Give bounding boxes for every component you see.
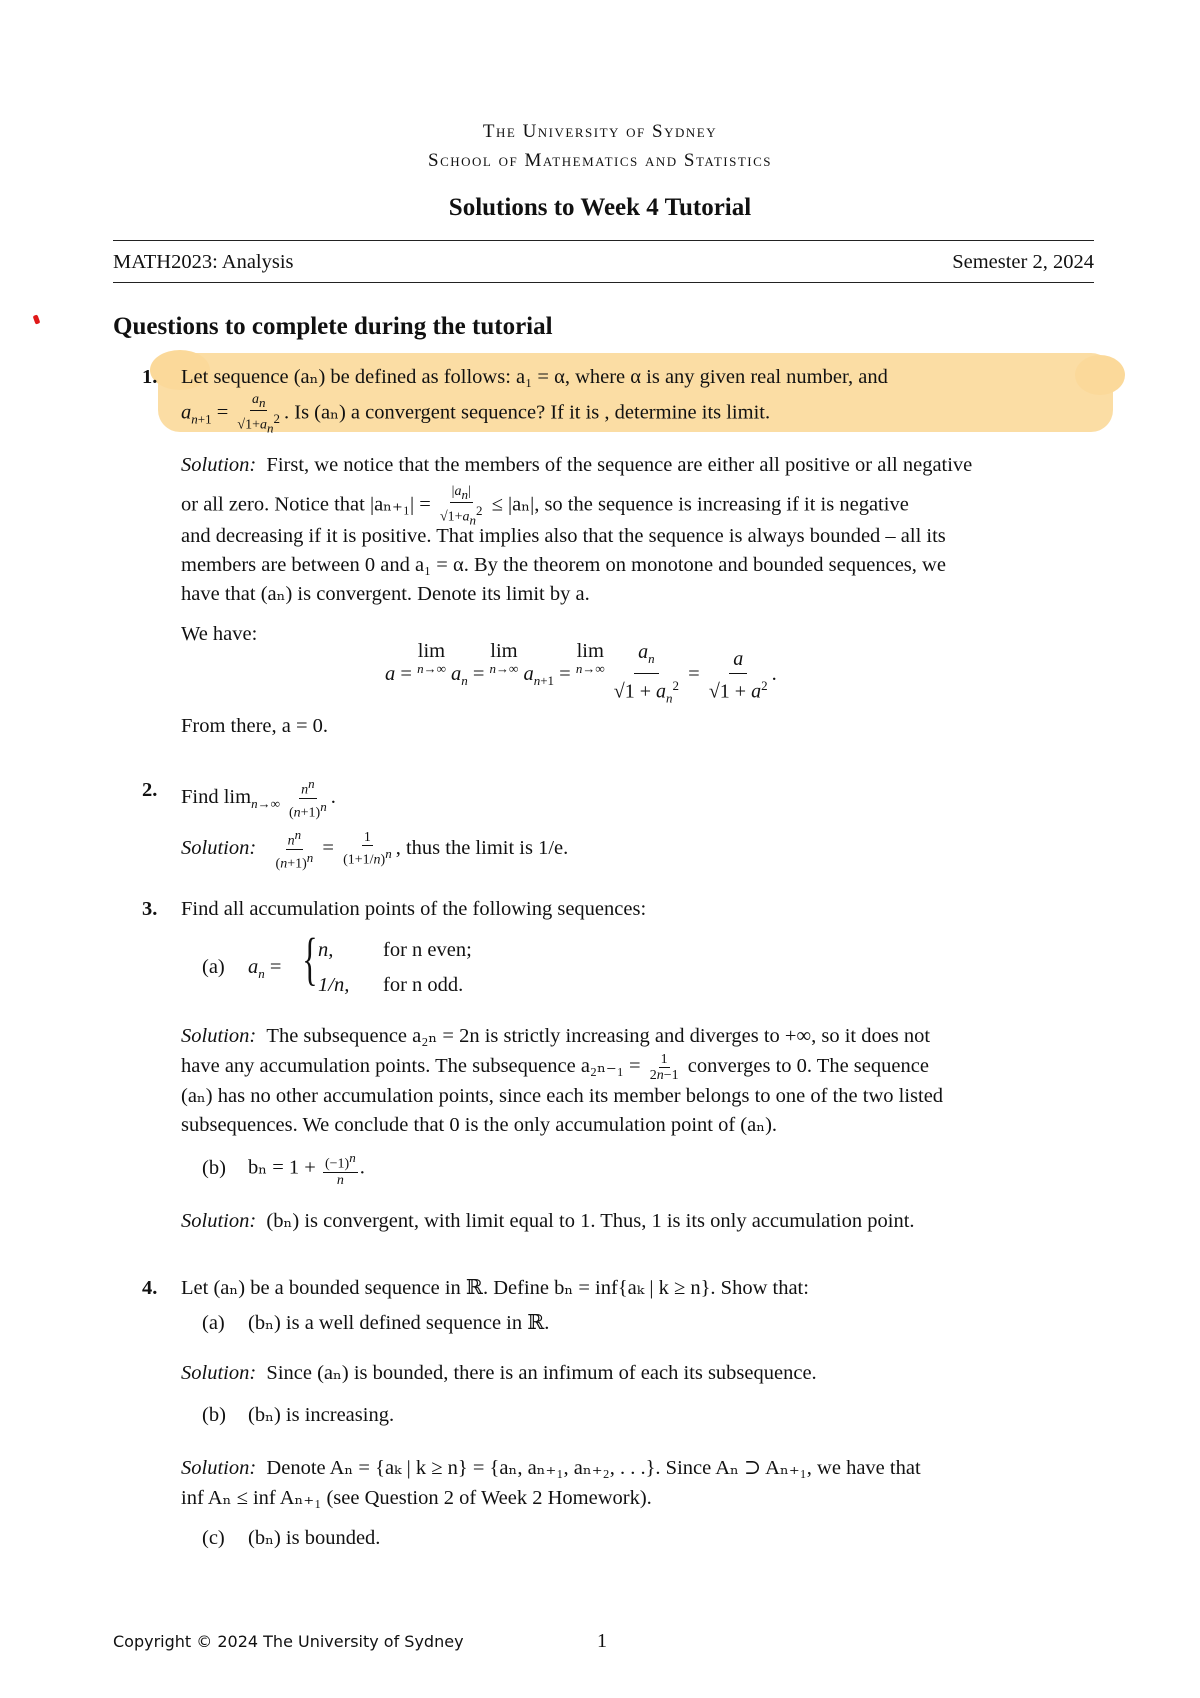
solution-line: Solution: Since (aₙ) is bounded, there is an infimum of each its subsequence.	[181, 1362, 817, 1384]
solution-line: Solution: (bₙ) is convergent, with limit equal to 1. Thus, 1 is its only accumulation point.	[181, 1210, 915, 1232]
case-value: n,	[318, 939, 334, 961]
case-condition: for n even;	[383, 939, 472, 961]
solution-label: Solution:	[181, 1457, 257, 1479]
part-label: (a)	[202, 1312, 225, 1334]
part-text: (bₙ) is increasing.	[248, 1404, 395, 1426]
part-text: bₙ = 1 + $\frac{(-1)^n}{n}$ .	[248, 1150, 365, 1188]
page-number: 1	[597, 1630, 607, 1652]
solution-label: Solution:	[181, 454, 257, 476]
annotation-mark	[33, 314, 41, 324]
section-title: Questions to complete during the tutorial	[113, 313, 553, 340]
solution-line: inf Aₙ ≤ inf Aₙ₊₁ (see Question 2 of Week 2 Homework).	[181, 1487, 652, 1509]
question-number: 4.	[142, 1277, 158, 1299]
solution-line: (aₙ) has no other accumulation points, since each its member belongs to one of the two listed	[181, 1085, 944, 1107]
solution-line: subsequences. We conclude that 0 is the only accumulation point of (aₙ).	[181, 1114, 778, 1136]
question-number: 2.	[142, 779, 158, 801]
question-text: Let sequence (aₙ) be defined as follows: a₁ = α, where α is any given real number, and	[181, 366, 888, 388]
course-code: MATH2023: Analysis	[113, 251, 294, 273]
solution-line: Solution: Denote Aₙ = {aₖ | k ≥ n} = {aₙ, aₙ₊₁, aₙ₊₂, . . .}. Since Aₙ ⊃ Aₙ₊₁, we have that	[181, 1457, 921, 1479]
case-condition: for n odd.	[383, 974, 464, 996]
solution-label: Solution:	[181, 1362, 257, 1384]
solution-line: have any accumulation points. The subsequence a₂ₙ₋₁ = $\frac{1}{2n-1}$ converges to 0. The sequence	[181, 1052, 929, 1083]
solution-label: Solution:	[181, 1210, 257, 1232]
solution-line: Solution: The subsequence a₂ₙ = 2n is strictly increasing and diverges to +∞, so it does not	[181, 1025, 931, 1047]
question-number: 3.	[142, 898, 158, 920]
solution-line: or all zero. Notice that |aₙ₊₁| = $\frac{|a_n|}{√1+a_n^2}$ ≤ |aₙ|, so the sequence is increasing if it is negative	[181, 484, 909, 528]
solution-line: We have:	[181, 623, 258, 645]
part-text: (bₙ) is a well defined sequence in ℝ.	[248, 1312, 550, 1334]
school-name: School of Mathematics and Statistics	[428, 150, 772, 171]
question-number: 1.	[142, 366, 158, 388]
solution-line: From there, a = 0.	[181, 715, 329, 737]
solution-line: have that (aₙ) is convergent. Denote its limit by a.	[181, 583, 590, 605]
solution-label: Solution:	[181, 1025, 257, 1047]
piecewise-lhs: $a_n$ =	[248, 956, 282, 982]
solution-line: Solution: First, we notice that the members of the sequence are either all positive or all negative	[181, 454, 973, 476]
display-equation: a = lim n→∞ $a_n$ = lim n→∞ $a_{n+1}$ = lim n→∞ $\frac{a_n}{√1 + a_n^2}$ = $\frac{a}{√1 + a^2}$ .	[385, 640, 777, 706]
copyright-notice: Copyright © 2024 The University of Sydney	[113, 1632, 464, 1651]
question-text: Find all accumulation points of the following sequences:	[181, 898, 647, 920]
question-text: Let (aₙ) be a bounded sequence in ℝ. Define bₙ = inf{aₖ | k ≥ n}. Show that:	[181, 1277, 809, 1299]
question-text: $a_{n+1}$ = $\frac{a_n}{√1+a_n^2}$ . Is (aₙ) a convergent sequence? If it is , determine its limit.	[181, 392, 771, 436]
part-text: (bₙ) is bounded.	[248, 1527, 381, 1549]
part-label: (a)	[202, 956, 225, 978]
header-rule-bottom	[113, 282, 1094, 283]
solution-line: and decreasing if it is positive. That implies also that the sequence is always bounded – all its	[181, 525, 946, 547]
part-label: (b)	[202, 1404, 226, 1426]
solution-line: members are between 0 and a₁ = α. By the theorem on monotone and bounded sequences, we	[181, 554, 946, 576]
page-title: Solutions to Week 4 Tutorial	[448, 194, 752, 221]
header-rule-top	[113, 240, 1094, 241]
text-highlight-edge	[1075, 355, 1125, 395]
case-value: 1/n,	[318, 974, 350, 996]
brace: {	[302, 926, 318, 991]
semester-label: Semester 2, 2024	[952, 251, 1094, 273]
part-label: (b)	[202, 1157, 226, 1179]
solution-line: Solution: $\frac{n^n}{(n+1)^n}$ = $\frac{1}{(1+1/n)^n}$ , thus the limit is 1/e.	[181, 827, 569, 872]
solution-label: Solution:	[181, 836, 257, 859]
question-text: Find $\lim_{n\to\infty}$ $\frac{n^n}{(n+1)^n}$ .	[181, 776, 336, 821]
part-label: (c)	[202, 1527, 225, 1549]
university-name: The University of Sydney	[482, 121, 718, 142]
